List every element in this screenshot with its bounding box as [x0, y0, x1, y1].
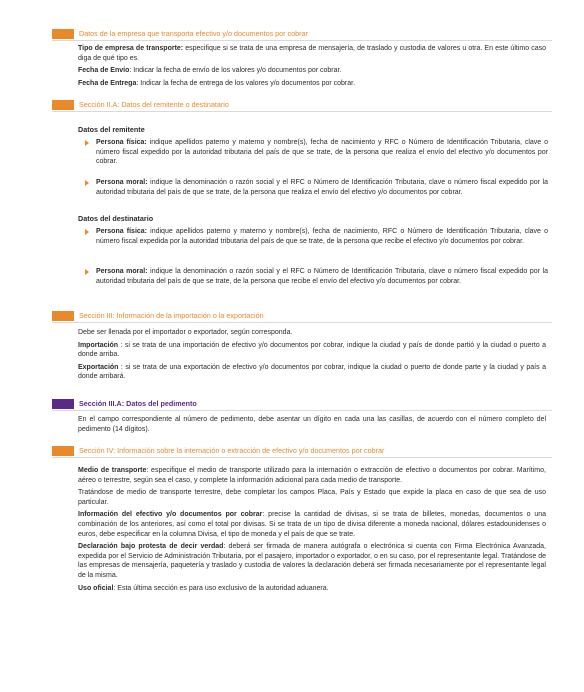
- text: : Indicar la fecha de entrega de los valores y/o documentos por cobrar.: [136, 79, 356, 87]
- label: Declaración bajo protesta de decir verdad: [78, 543, 224, 551]
- bullet-item: [96, 227, 548, 246]
- label: Uso oficial: [78, 584, 114, 592]
- label: Exportación: [78, 363, 119, 371]
- bullet-item: [96, 138, 548, 167]
- section-header-importacion: [52, 309, 552, 323]
- importacion-body: [78, 328, 546, 385]
- empresa-body: [78, 44, 546, 91]
- label: Persona física:: [96, 228, 148, 235]
- section-color-bar: [52, 399, 74, 409]
- section-title: Sección IV: Información sobre la internación o extracción de efectivo y/o documentos por cobrar: [79, 446, 385, 455]
- label: Fecha de Envío: [78, 67, 130, 75]
- section-color-bar: [52, 29, 74, 39]
- text: : Esta última sección es para uso exclusivo de la autoridad aduanera.: [113, 584, 329, 592]
- arrow-bullet-icon: [85, 180, 89, 186]
- text: : especifique el medio de transporte utilizado para la internación o extracción de efectivo o documentos por cobrar. Marítimo, aéreo o terrestre, según sea el caso, y complete la información adicional para cada medio de transporte.: [78, 467, 546, 484]
- text: Tratándose de medio de transporte terrestre, debe completar los campos Placa, País y Estado que expide la placa en caso de que sea de uso particular.: [78, 489, 546, 506]
- text: indique la denominación o razón social y el RFC o Número de Identificación Tributaria, clave o número fiscal expedido por la autoridad tributaria del país de que se trate, de la persona que recibe el envío del efectivo y/o documentos por cobrar.: [96, 268, 548, 285]
- section-header-pedimento: [52, 397, 552, 411]
- text: : si se trata de una importación de efectivo y/o documentos por cobrar, indique la ciudad y país de donde partió y la ciudad o puerto a donde arriba.: [78, 341, 546, 359]
- section-title: Sección III: Información de la importación o la exportación: [79, 311, 264, 320]
- section-header-remitente: [52, 98, 552, 112]
- internacion-body: [78, 466, 546, 596]
- section-title: Sección II.A: Datos del remitente o destinatario: [79, 100, 229, 109]
- label: Información del efectivo y/o documentos por cobrar: [78, 511, 263, 519]
- text: En el campo correspondiente al número de pedimento, debe asentar un dígito en cada una las casillas, de acuerdo con el número completo del pedimento (14 dígitos).: [78, 416, 546, 433]
- subheading-destinatario: Datos del destinatario: [78, 214, 154, 223]
- text: indique apellidos paterno y materno y nombre(s), fecha de nacimiento, RFC o Número de Identificación Tributaria, clave o número fiscal expedida por la autoridad tributaria del país de que se trate, de la persona que recibe el efectivo y/o documentos por cobrar.: [96, 228, 548, 245]
- text: Debe ser llenada por el importador o exportador, según corresponda.: [78, 329, 293, 336]
- text: indique la denominación o razón social y el RFC o Número de Identificación Tributaria, clave o número fiscal expedido por la autoridad tributaria del país de que se trate, de la persona que realiza el envío del efectivo y/o documentos por cobrar.: [96, 179, 548, 196]
- label: Importación: [78, 341, 119, 349]
- arrow-bullet-icon: [85, 229, 89, 235]
- label: Medio de transporte: [78, 467, 147, 474]
- section-header-internacion: [52, 444, 552, 458]
- text: : Indicar la fecha de envío de los valores y/o documentos por cobrar.: [129, 67, 342, 75]
- label: Persona moral:: [96, 268, 148, 275]
- label: Fecha de Entrega: [78, 79, 137, 87]
- text: especifique si se trata de una empresa de mensajería, de traslado y custodia de valores u otra. En este último caso diga de qué tipo es.: [78, 45, 546, 62]
- section-color-bar: [52, 311, 74, 321]
- label: Tipo de empresa de transporte:: [78, 45, 184, 52]
- section-header-empresa: [52, 27, 552, 41]
- bullet-item: [96, 267, 548, 286]
- arrow-bullet-icon: [85, 140, 89, 146]
- section-color-bar: [52, 100, 74, 110]
- section-color-bar: [52, 446, 74, 456]
- section-title: Datos de la empresa que transporta efectivo y/o documentos por cobrar: [79, 29, 308, 38]
- bullet-item: [96, 178, 548, 197]
- text: : si se trata de una exportación de efectivo y/o documentos por cobrar, indique la ciudad o puerto de donde parte y la ciudad y país a donde arribará.: [78, 363, 546, 381]
- section-title: Sección III.A: Datos del pedimento: [79, 399, 197, 408]
- text: : precise la cantidad de divisas, si se trata de billetes, monedas, documentos o una combinación de los anteriores, así como el total por divisas. Si se trata de un tipo de divisa diferente a moneda nacional, dólares estadounidenses o euros, debe especificar en la columna Divisa, el tipo de moneda y el país de que se trate.: [78, 511, 547, 538]
- text: : deberá ser firmada de manera autógrafa o electrónica si cuenta con Firma Electrónica Avanzada, expedida por el Servicio de Administración Tributaria, por el pasajero, importador o exportador, o en su caso, por el representante legal. Tratándose de las empresas de mensajería, paquetería y traslado y custodia de valores la declaración deberá ser firmada necesariamente por el representante legal de la misma.: [78, 543, 546, 579]
- subheading-remitente: Datos del remitente: [78, 125, 145, 134]
- arrow-bullet-icon: [85, 269, 89, 275]
- pedimento-body: [78, 415, 546, 437]
- text: indique apellidos paterno y materno y nombre(s), fecha de nacimiento y RFC o Número de Identificación Tributaria, clave o número fiscal expedido por la autoridad tributaria del país de que se trate, de la persona que realiza el envío del efectivo y/o documentos por cobrar.: [96, 139, 548, 166]
- label: Persona moral:: [96, 179, 148, 186]
- label: Persona física:: [96, 139, 147, 146]
